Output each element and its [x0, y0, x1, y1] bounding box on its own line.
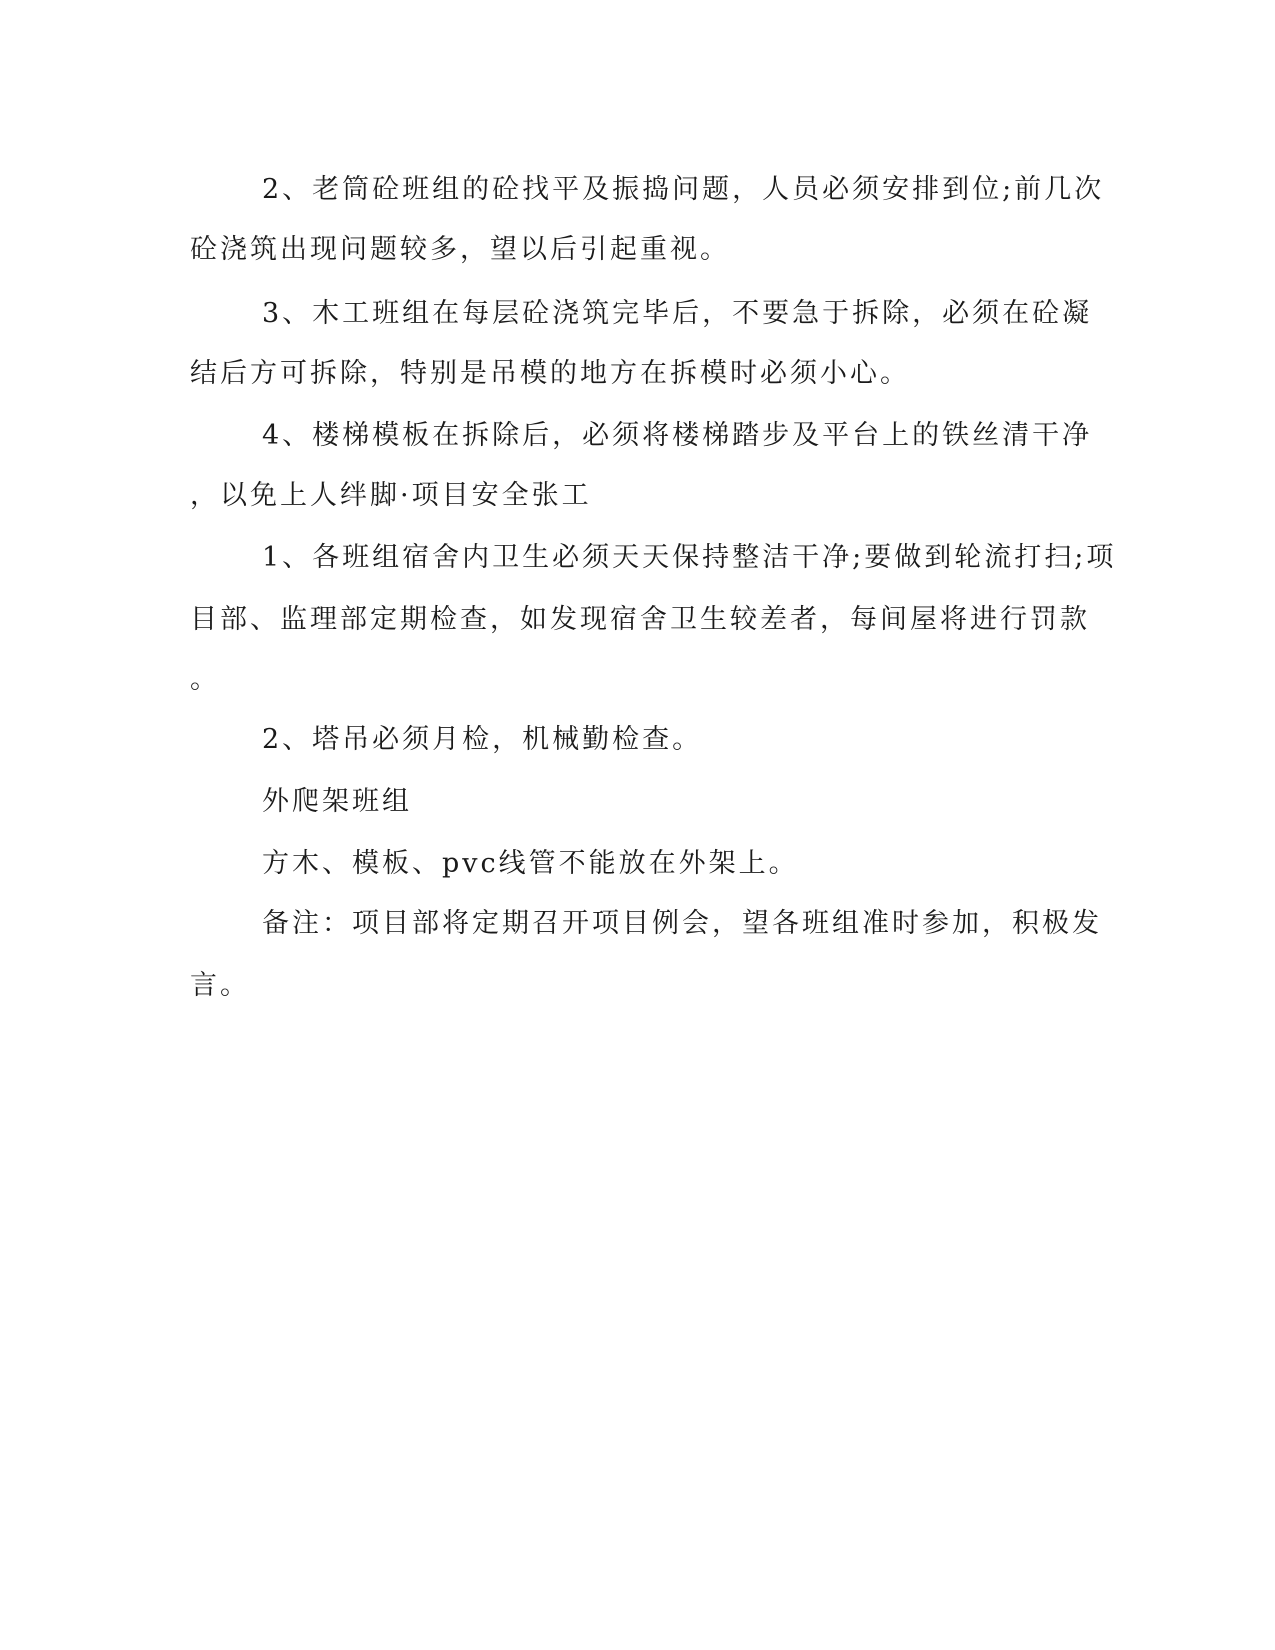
paragraph-item-4-stairs-line-2: ，以免上人绊脚·项目安全张工 [190, 480, 592, 511]
paragraph-remark-line-2: 言。 [190, 970, 250, 1001]
paragraph-dormitory-line-1: 1、各班组宿舍内卫生必须天天保持整洁干净;要做到轮流打扫;项 [262, 542, 1117, 573]
paragraph-item-4-stairs-line-1: 4、楼梯模板在拆除后，必须将楼梯踏步及平台上的铁丝清干净 [262, 420, 1093, 451]
paragraph-remark-line-1: 备注：项目部将定期召开项目例会，望各班组准时参加，积极发 [262, 908, 1102, 939]
section-heading-scaffold-team: 外爬架班组 [262, 786, 412, 817]
paragraph-item-3-carpentry-line-2: 结后方可拆除，特别是吊模的地方在拆模时必须小心。 [190, 358, 910, 389]
paragraph-tower-crane: 2、塔吊必须月检，机械勤检查。 [262, 724, 703, 755]
paragraph-dormitory-line-2: 目部、监理部定期检查，如发现宿舍卫生较差者，每间屋将进行罚款 [190, 604, 1090, 635]
paragraph-dormitory-line-3: 。 [190, 664, 220, 695]
paragraph-item-3-carpentry-line-1: 3、木工班组在每层砼浇筑完毕后，不要急于拆除，必须在砼凝 [262, 298, 1093, 329]
paragraph-scaffold-rule: 方木、模板、pvc线管不能放在外架上。 [262, 848, 799, 879]
paragraph-item-2-concrete-line-2: 砼浇筑出现问题较多，望以后引起重视。 [190, 234, 730, 265]
paragraph-item-2-concrete-line-1: 2、老筒砼班组的砼找平及振捣问题，人员必须安排到位;前几次 [262, 174, 1105, 205]
